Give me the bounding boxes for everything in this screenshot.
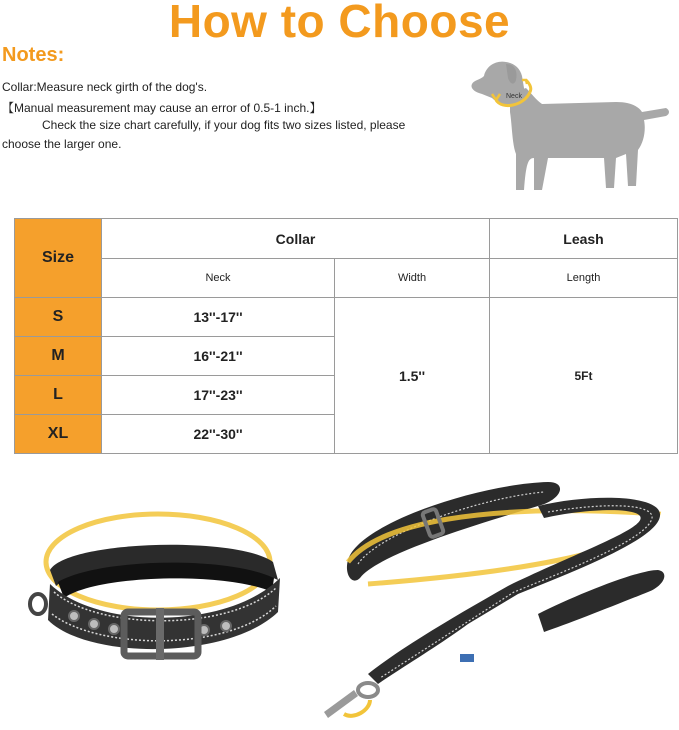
size-cell: XL: [15, 415, 102, 454]
neck-label: Neck: [506, 93, 522, 100]
leash-header: Leash: [490, 219, 678, 259]
width-value: 1.5'': [335, 298, 490, 454]
table-row: [15, 298, 678, 337]
note-line-4: choose the larger one.: [2, 137, 122, 151]
size-cell: S: [15, 298, 102, 337]
note-line-2: 【Manual measurement may cause an error of 0.5-1 inch.】: [2, 101, 322, 115]
dog-collar-image: [28, 500, 290, 680]
size-cell: M: [15, 337, 102, 376]
neck-header: Neck: [102, 259, 335, 298]
dog-leash-image: [318, 474, 670, 726]
page-title: How to Choose: [168, 0, 511, 47]
notes-heading: Notes:: [2, 44, 65, 66]
neck-cell: 17''-23'': [102, 376, 335, 415]
neck-cell: 16''-21'': [102, 337, 335, 376]
size-chart-table: [14, 218, 678, 454]
length-value: 5Ft: [490, 298, 678, 454]
neck-cell: 13''-17'': [102, 298, 335, 337]
size-header: Size: [15, 219, 102, 298]
width-header: Width: [335, 259, 490, 298]
neck-cell: 22''-30'': [102, 415, 335, 454]
length-header: Length: [490, 259, 678, 298]
dog-silhouette-icon: [466, 54, 672, 200]
note-line-3: Check the size chart carefully, if your dog fits two sizes listed, please: [42, 118, 406, 132]
note-line-1: Collar:Measure neck girth of the dog's.: [2, 80, 208, 94]
collar-header: Collar: [102, 219, 490, 259]
size-cell: L: [15, 376, 102, 415]
